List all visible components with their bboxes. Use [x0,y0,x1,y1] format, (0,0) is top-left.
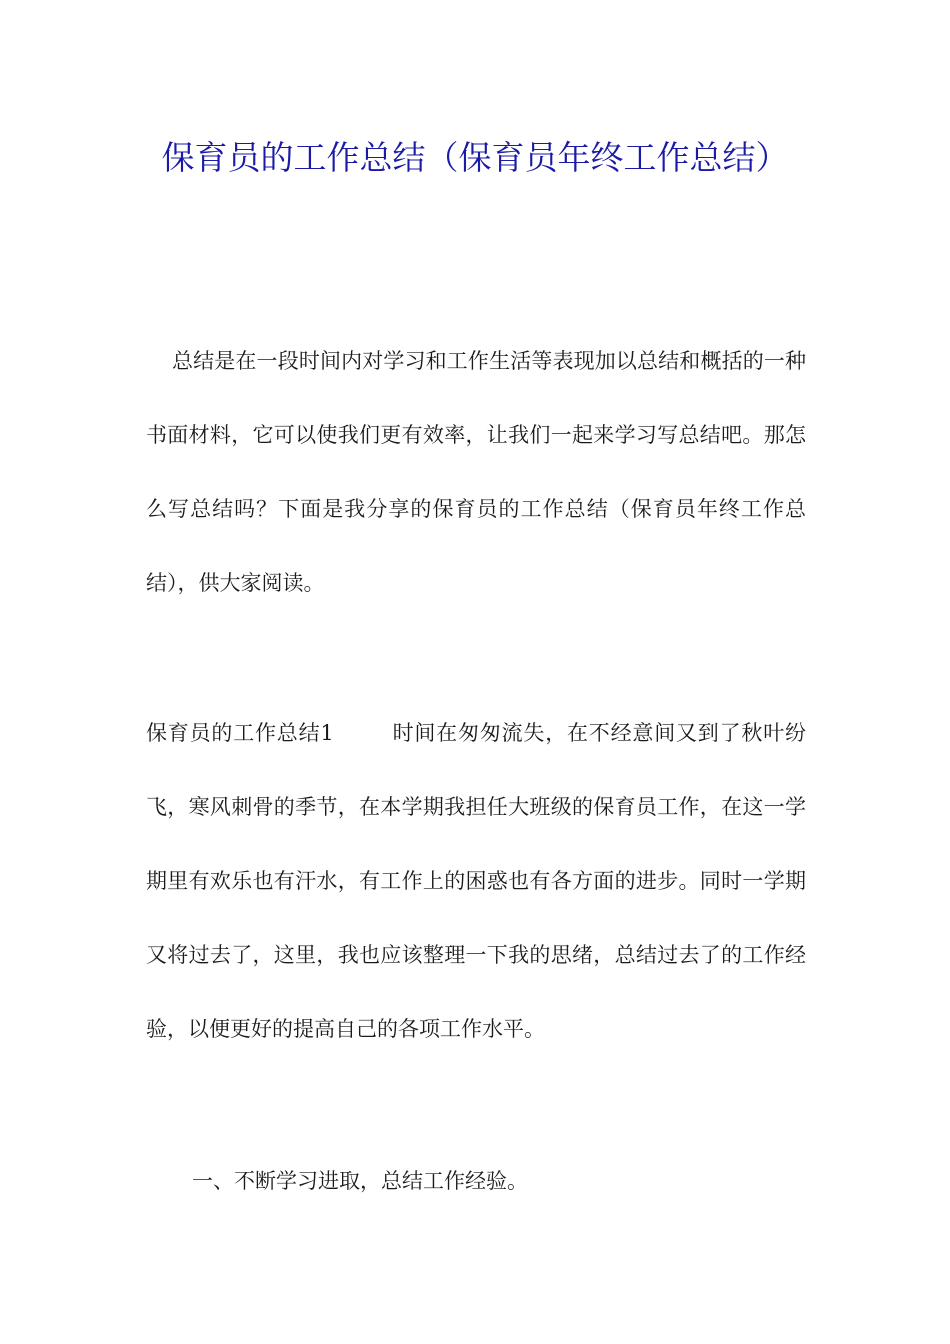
section-body: 时间在匆匆流失，在不经意间又到了秋叶纷飞，寒风刺骨的季节，在本学期我担任大班级的保育员工作，在这一学期里有欢乐也有汗水，有工作上的困惑也有各方面的进步。同时一学期又将过去了，这里，我也应该整理一下我的思绪，总结过去了的工作经验，以便更好的提高自己的各项工作水平。 [146,721,806,1041]
document-title: 保育员的工作总结（保育员年终工作总结） [161,138,789,177]
intro-paragraph: 总结是在一段时间内对学习和工作生活等表现加以总结和概括的一种书面材料，它可以使我们更有效率，让我们一起来学习写总结吧。那怎么写总结吗？下面是我分享的保育员的工作总结（保育员年终工作总结），供大家阅读。 [146,349,806,595]
point-heading: 一、不断学习进取，总结工作经验。 [192,1169,528,1193]
section-heading: 保育员的工作总结1 [146,721,334,745]
section-paragraph [146,696,806,1066]
